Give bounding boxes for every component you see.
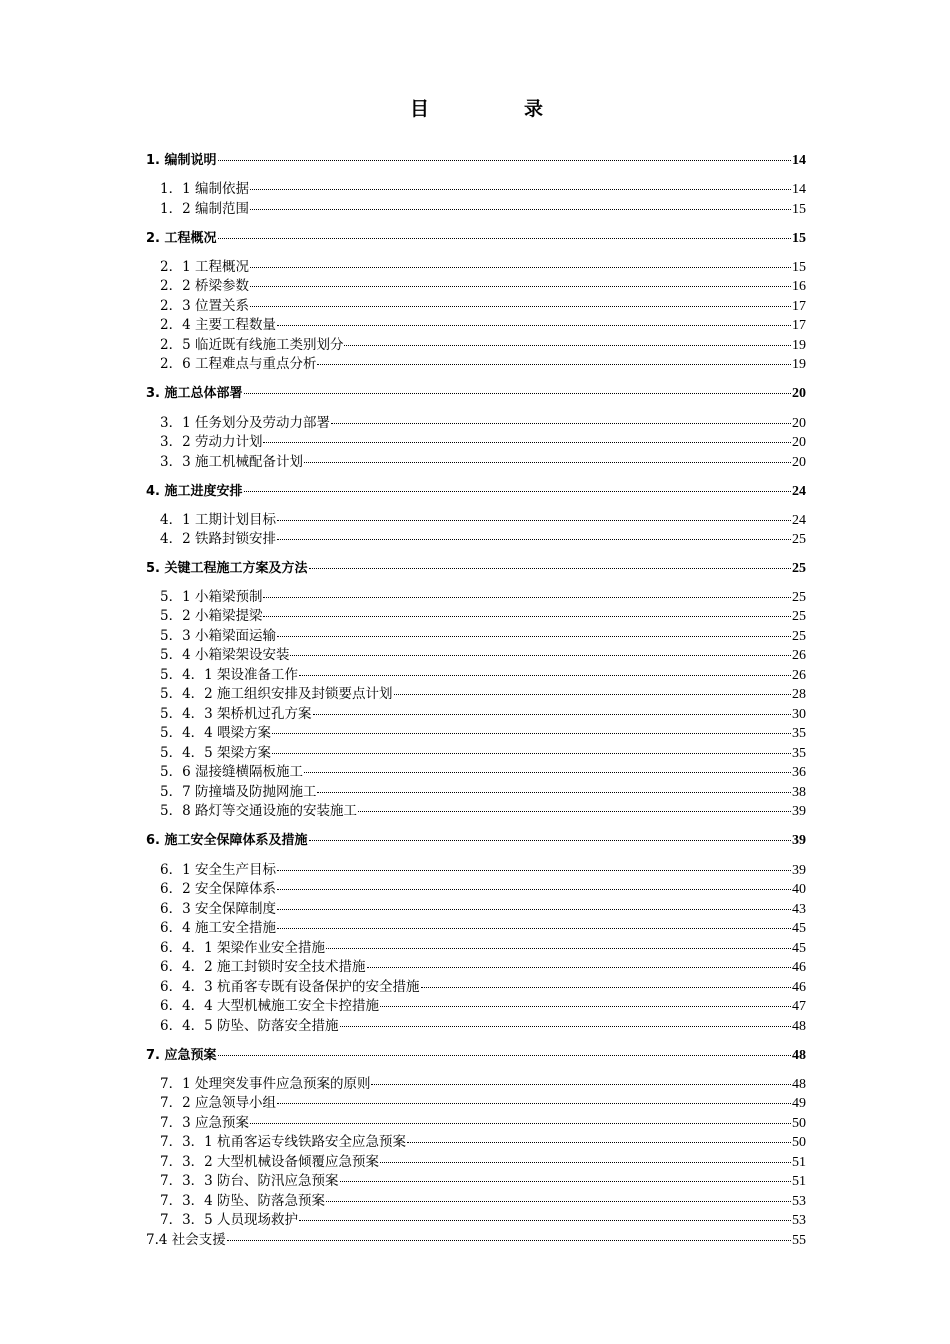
dot-leader [407,1142,791,1143]
toc-entry-label: 5．8 路灯等交通设施的安装施工 [160,803,357,819]
toc-section-entry[interactable] [160,685,806,704]
toc-entry-page-number: 28 [792,687,806,702]
toc-chapter-entry[interactable] [146,831,806,850]
toc-chapter-entry[interactable] [146,559,806,578]
dot-leader [250,189,791,190]
dot-leader [277,1103,791,1104]
toc-entry-label: 7.4 社会支援 [146,1232,226,1248]
toc-entry-page-number: 16 [792,279,806,294]
toc-entry-label: 5．6 湿接缝横隔板施工 [160,764,303,780]
toc-section-entry[interactable] [160,607,806,626]
toc-entry-label: 6．1 安全生产目标 [160,862,276,878]
dot-leader [277,520,791,521]
toc-section-entry[interactable] [160,1153,806,1172]
toc-section-entry[interactable] [160,1192,806,1211]
toc-entry-label: 2．4 主要工程数量 [160,317,276,333]
toc-section-entry[interactable] [160,997,806,1016]
toc-entry-label: 4．1 工期计划目标 [160,512,276,528]
dot-leader [317,792,791,793]
dot-leader [309,568,791,569]
toc-section-entry[interactable] [160,511,806,530]
dot-leader [277,539,791,540]
toc-section-entry[interactable] [160,666,806,685]
toc-section-entry[interactable] [160,724,806,743]
dot-leader [250,286,791,287]
toc-entry-label: 6．4．3 杭甬客专既有设备保护的安全措施 [160,979,420,995]
toc-entry-page-number: 20 [792,435,806,450]
toc-entry-page-number: 43 [792,902,806,917]
toc-entry-page-number: 35 [792,726,806,741]
dot-leader [263,616,791,617]
toc-entry-page-number: 17 [792,299,806,314]
toc-entry-label: 5．4．2 施工组织安排及封锁要点计划 [160,686,393,702]
toc-entry-label: 6．2 安全保障体系 [160,881,276,897]
toc-entry-label: 5．4．5 架梁方案 [160,745,272,761]
toc-entry-page-number: 55 [792,1233,806,1248]
toc-entry-page-number: 15 [792,202,806,217]
toc-entry-label: 2．1 工程概况 [160,259,249,275]
toc-entry-label: 2. 工程概况 [146,231,217,246]
toc-entry-page-number: 19 [792,357,806,372]
dot-leader [304,772,791,773]
dot-leader [380,1162,791,1163]
toc-entry-page-number: 24 [792,513,806,528]
toc-section-entry[interactable] [160,355,806,374]
dot-leader [380,1006,791,1007]
toc-entry-page-number: 20 [792,386,806,401]
toc-entry-label: 3. 施工总体部署 [146,386,243,401]
toc-entry-page-number: 50 [792,1116,806,1131]
toc-entry-page-number: 51 [792,1174,806,1189]
toc-section-entry[interactable] [160,1094,806,1113]
toc-entry-label: 5. 关键工程施工方案及方法 [146,561,308,576]
dot-leader [218,160,791,161]
toc-section-entry[interactable] [160,1133,806,1152]
dot-leader [299,1220,791,1221]
toc-section-entry[interactable] [160,880,806,899]
toc-section-entry[interactable] [160,802,806,821]
toc-section-entry[interactable] [160,783,806,802]
toc-entry-label: 6. 施工安全保障体系及措施 [146,833,308,848]
toc-entry-label: 6．3 安全保障制度 [160,901,276,917]
dot-leader [250,209,791,210]
dot-leader [244,491,791,492]
toc-entry-label: 3．2 劳动力计划 [160,434,263,450]
toc-entry-page-number: 45 [792,921,806,936]
toc-entry-label: 5．4．1 架设准备工作 [160,667,299,683]
toc-entry-label: 6．4．2 施工封锁时安全技术措施 [160,959,366,975]
toc-entry-page-number: 26 [792,668,806,683]
dot-leader [277,889,791,890]
toc-section-entry[interactable] [160,336,806,355]
toc-section-entry[interactable] [160,958,806,977]
toc-entry-page-number: 40 [792,882,806,897]
toc-entry-label: 3．3 施工机械配备计划 [160,454,303,470]
toc-entry-page-number: 47 [792,999,806,1014]
toc-entry-page-number: 39 [792,863,806,878]
toc-entry-label: 2．6 工程难点与重点分析 [160,356,317,372]
dot-leader [313,714,791,715]
toc-entry-page-number: 49 [792,1096,806,1111]
dot-leader [244,393,791,394]
toc-chapter-entry[interactable] [146,1046,806,1065]
toc-entry-label: 2．5 临近既有线施工类别划分 [160,337,344,353]
dot-leader [263,442,791,443]
toc-title-char-1: 目 [410,98,430,120]
toc-section-entry[interactable] [160,919,806,938]
toc-entry-label: 4. 施工进度安排 [146,484,243,499]
toc-section-entry[interactable] [160,180,806,199]
toc-entry-page-number: 25 [792,590,806,605]
toc-section-entry[interactable] [160,316,806,335]
toc-section-entry[interactable] [160,900,806,919]
toc-entry-label: 7. 应急预案 [146,1048,217,1063]
dot-leader [340,1026,791,1027]
toc-section-entry[interactable] [160,1211,806,1230]
dot-leader [218,1055,791,1056]
toc-entry-label: 5．4．3 架桥机过孔方案 [160,706,312,722]
toc-section-entry[interactable] [160,939,806,958]
toc-section-entry[interactable] [160,433,806,452]
toc-entry-page-number: 45 [792,941,806,956]
dot-leader [277,928,791,929]
toc-section-entry[interactable] [160,1114,806,1133]
toc-entry-page-number: 39 [792,833,806,848]
dot-leader [394,694,791,695]
toc-entry-label: 5．7 防撞墙及防抛网施工 [160,784,317,800]
dot-leader [277,636,791,637]
toc-entry-label: 7．2 应急领导小组 [160,1095,276,1111]
dot-leader [326,1201,791,1202]
toc-section-entry[interactable] [160,978,806,997]
dot-leader [277,325,791,326]
toc-entry-page-number: 30 [792,707,806,722]
toc-section-entry[interactable] [160,588,806,607]
toc-entry-label: 7．3．3 防台、防汛应急预案 [160,1173,339,1189]
toc-entry-label: 7．3．1 杭甬客运专线铁路安全应急预案 [160,1134,407,1150]
toc-section-entry[interactable] [146,1231,806,1250]
dot-leader [421,987,791,988]
toc-entry-label: 6．4 施工安全措施 [160,920,276,936]
toc-entry-label: 6．4．5 防坠、防落安全措施 [160,1018,339,1034]
dot-leader [263,597,791,598]
toc-chapter-entry[interactable] [146,151,806,170]
toc-entry-label: 6．4．4 大型机械施工安全卡控措施 [160,998,380,1014]
dot-leader [277,870,791,871]
dot-leader [227,1240,791,1241]
dot-leader [250,1123,791,1124]
dot-leader [331,423,791,424]
toc-entry-label: 1．1 编制依据 [160,181,249,197]
dot-leader [371,1084,791,1085]
toc-section-entry[interactable] [160,861,806,880]
toc-entry-page-number: 15 [792,231,806,246]
toc-chapter-entry[interactable] [146,229,806,248]
toc-entry-page-number: 19 [792,338,806,353]
dot-leader [299,675,791,676]
toc-entry-page-number: 50 [792,1135,806,1150]
toc-entry-label: 5．4 小箱梁架设安装 [160,647,290,663]
toc-entry-label: 7．3．4 防坠、防落急预案 [160,1193,326,1209]
toc-section-entry[interactable] [160,530,806,549]
toc-section-entry[interactable] [160,297,806,316]
toc-entry-label: 5．4．4 喂梁方案 [160,725,272,741]
toc-title-char-2: 录 [524,98,544,120]
toc-entry-page-number: 17 [792,318,806,333]
toc-entry-label: 5．3 小箱梁面运输 [160,628,276,644]
toc-entry-page-number: 25 [792,629,806,644]
dot-leader [290,655,791,656]
toc-entry-label: 7．3 应急预案 [160,1115,249,1131]
toc-section-entry[interactable] [160,453,806,472]
toc-section-entry[interactable] [160,1017,806,1036]
toc-entry-page-number: 15 [792,260,806,275]
toc-entry-label: 2．2 桥梁参数 [160,278,249,294]
toc-entry-label: 7．3．5 人员现场救护 [160,1212,299,1228]
dot-leader [218,238,791,239]
toc-entry-label: 3．1 任务划分及劳动力部署 [160,415,330,431]
toc-entry-label: 7．1 处理突发事件应急预案的原则 [160,1076,371,1092]
toc-section-entry[interactable] [160,1075,806,1094]
dot-leader [317,364,791,365]
toc-section-entry[interactable] [160,1172,806,1191]
toc-entry-label: 7．3．2 大型机械设备倾覆应急预案 [160,1154,380,1170]
dot-leader [250,267,791,268]
toc-entry-label: 1. 编制说明 [146,153,217,168]
toc-entry-page-number: 46 [792,960,806,975]
toc-entry-page-number: 39 [792,804,806,819]
toc-entry-label: 5．1 小箱梁预制 [160,589,263,605]
dot-leader [367,967,791,968]
toc-entry-page-number: 48 [792,1048,806,1063]
toc-entry-label: 6．4．1 架梁作业安全措施 [160,940,326,956]
dot-leader [344,345,791,346]
toc-entry-page-number: 25 [792,609,806,624]
toc-section-entry[interactable] [160,627,806,646]
toc-entry-page-number: 20 [792,416,806,431]
dot-leader [309,840,791,841]
toc-section-entry[interactable] [160,200,806,219]
dot-leader [250,306,791,307]
toc-chapter-entry[interactable] [146,384,806,403]
toc-entry-page-number: 46 [792,980,806,995]
dot-leader [326,948,791,949]
toc-entry-page-number: 38 [792,785,806,800]
toc-entry-page-number: 14 [792,182,806,197]
toc-section-entry[interactable] [160,414,806,433]
toc-entry-page-number: 48 [792,1019,806,1034]
dot-leader [272,733,791,734]
toc-entry-label: 5．2 小箱梁提梁 [160,608,263,624]
toc-section-entry[interactable] [160,763,806,782]
toc-chapter-entry[interactable] [146,482,806,501]
toc-entry-label: 2．3 位置关系 [160,298,249,314]
toc-entry-page-number: 20 [792,455,806,470]
dot-leader [304,462,791,463]
toc-section-entry[interactable] [160,258,806,277]
toc-section-entry[interactable] [160,646,806,665]
dot-leader [277,909,791,910]
toc-section-entry[interactable] [160,705,806,724]
dot-leader [340,1181,791,1182]
toc-entry-page-number: 36 [792,765,806,780]
toc-entry-page-number: 14 [792,153,806,168]
toc-entry-page-number: 53 [792,1213,806,1228]
toc-entry-page-number: 25 [792,532,806,547]
toc-section-entry[interactable] [160,277,806,296]
toc-entry-page-number: 48 [792,1077,806,1092]
toc-entry-page-number: 51 [792,1155,806,1170]
dot-leader [272,753,791,754]
toc-entry-label: 1．2 编制范围 [160,201,249,217]
toc-entry-page-number: 53 [792,1194,806,1209]
toc-entry-label: 4．2 铁路封锁安排 [160,531,276,547]
toc-section-entry[interactable] [160,744,806,763]
toc-entry-page-number: 24 [792,484,806,499]
toc-entry-page-number: 26 [792,648,806,663]
dot-leader [358,811,791,812]
toc-entry-page-number: 25 [792,561,806,576]
toc-entry-page-number: 35 [792,746,806,761]
